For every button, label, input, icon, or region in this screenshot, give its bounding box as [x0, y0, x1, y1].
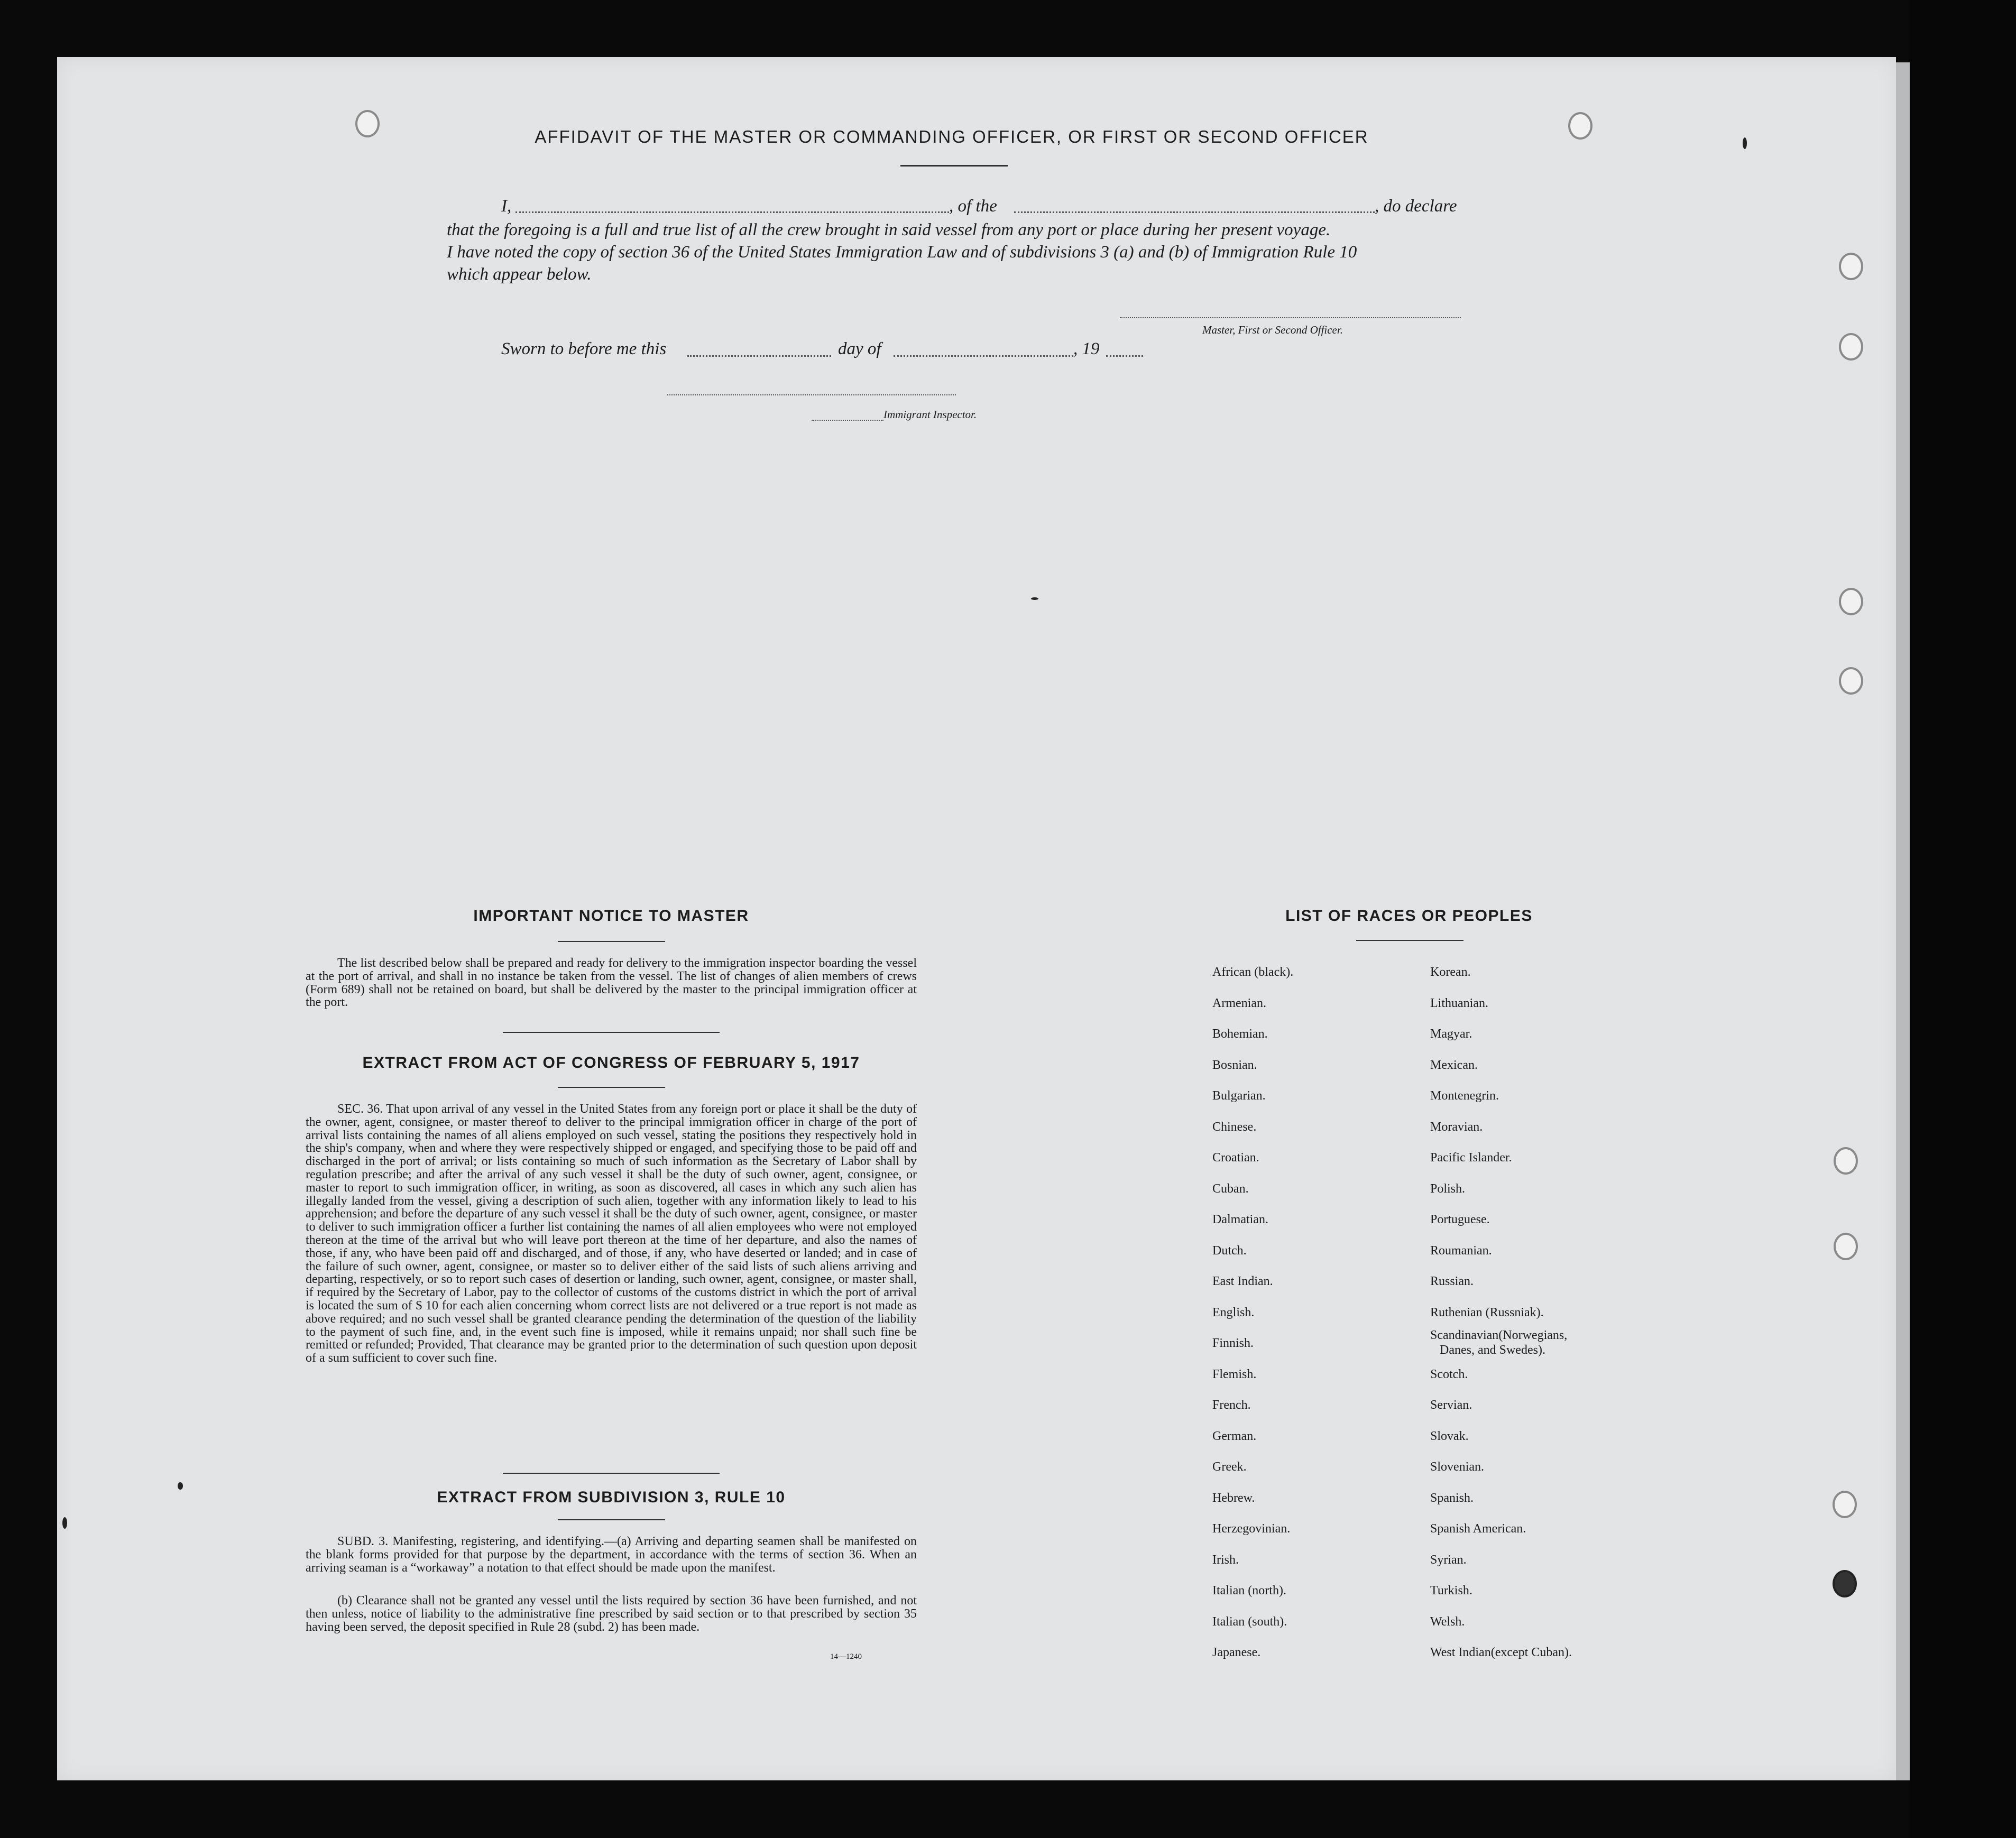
race-item: English.: [1212, 1305, 1255, 1319]
race-item: Italian (south).: [1212, 1614, 1287, 1629]
race-item: Bulgarian.: [1212, 1089, 1266, 1103]
race-item: French.: [1212, 1398, 1251, 1412]
race-item: Flemish.: [1212, 1367, 1257, 1381]
affidavit-line4: which appear below.: [447, 265, 592, 284]
race-item: West Indian(except Cuban).: [1430, 1646, 1572, 1659]
act-heading: EXTRACT FROM ACT OF CONGRESS OF FEBRUARY 5, 1917: [362, 1054, 860, 1072]
sworn-month-field[interactable]: [894, 355, 1073, 357]
race-item: Dalmatian.: [1212, 1213, 1268, 1226]
act-rule: [558, 1087, 665, 1088]
race-item: Croatian.: [1212, 1151, 1259, 1165]
race-item: Syrian.: [1430, 1553, 1467, 1567]
act-divider: [503, 1473, 720, 1474]
race-item: Polish.: [1430, 1181, 1466, 1196]
race-item: Magyar.: [1430, 1027, 1472, 1041]
race-item: Servian.: [1430, 1398, 1472, 1412]
race-item: African (black).: [1212, 965, 1294, 979]
race-item: Russian.: [1430, 1274, 1474, 1288]
title-rule: [900, 165, 1008, 167]
affidavit-i: I,: [501, 197, 512, 216]
act-text: SEC. 36. That upon arrival of any vessel in the United States from any foreign port or place it shall be the duty of the owner, agent, consignee, or master thereof to deliver to the principal immigration officer in charge of the port of arrival lists containing the names of all aliens employed on such vessel, stating the positions they respectively hold in the ship's company, when and where they were respectively shipped or engaged, and specifying those to be paid off and discharged in the port of arrival; or lists containing so much of such information as the Secretary of Labor shall by regulation prescribe; and after the arrival of any such vessel it shall be the duty of such owner, agent, consignee, or master to report to such immigration officer, in writing, as soon as discovered, all cases in which any such alien has illegally landed from the vessel, giving a description of such alien, together with any information likely to lead to his apprehension; and before the departure of any such vessel it shall be the duty of such owner, agent, consignee, or master to deliver to such immigration officer a further list containing the names of all alien employees who were not employed thereon at the time of the arrival but who will leave port thereon at the time of her departure, and also the names of those, if any, who have been paid off and discharged, and of those, if any, who have deserted or landed; and in case of the failure of such owner, agent, consignee, or master so to deliver either of the said lists of such aliens arriving and departing, respectively, or so to report such cases of desertion or landing, such owner, agent, consignee, or master shall, if required by the Secretary of Labor, pay to the collector of customs of the customs district in which the port of arrival is located the sum of $ 10 for each alien concerning whom correct lists are not delivered or a true report is not made as above required; and no such vessel shall be granted clearance pending the determination of the question of the liability to the payment of such fine, and, in the event such fine is imposed, while it remains unpaid; nor shall such fine be remitted or refunded; Provided, That clearance may be granted prior to the determination of such question upon deposit of a sum sufficient to cover such fine.: [306, 1102, 917, 1365]
rule-text-b: (b) Clearance shall not be granted any vessel until the lists required by section 36 have been furnished, and not then unless, notice of liability to the administrative fine prescribed by said section or to that prescribed by section 35 having been served, the deposit specified in Rule 28 (subd. 2) has been made.: [306, 1594, 917, 1634]
sworn-day-field[interactable]: [687, 355, 831, 357]
affidavit-of-the: , of the: [949, 197, 997, 216]
sworn-text: Sworn to before me this: [501, 339, 667, 358]
punch-hole: [1839, 588, 1863, 615]
race-item: Ruthenian (Russniak).: [1430, 1305, 1544, 1319]
race-item: East Indian.: [1212, 1274, 1273, 1288]
scan-background: [1910, 0, 2016, 1838]
race-item: Moravian.: [1430, 1120, 1483, 1134]
page-edge: [1896, 62, 1910, 1780]
race-item: Turkish.: [1430, 1584, 1472, 1597]
punch-hole: [1839, 667, 1863, 695]
notice-divider: [503, 1032, 720, 1033]
race-item: Korean.: [1430, 965, 1471, 979]
speck: [1031, 597, 1038, 600]
affidavit-line2: that the foregoing is a full and true list of all the crew brought in said vessel from any port or place during her present voyage.: [447, 220, 1331, 239]
race-item: Bosnian.: [1212, 1058, 1257, 1072]
race-item: Pacific Islander.: [1430, 1151, 1512, 1165]
race-item: Welsh.: [1430, 1614, 1465, 1629]
race-item: Irish.: [1212, 1553, 1239, 1567]
race-item: Montenegrin.: [1430, 1089, 1499, 1103]
day-of-text: day of: [838, 339, 881, 358]
race-item: Greek.: [1212, 1460, 1247, 1474]
notice-heading: IMPORTANT NOTICE TO MASTER: [473, 907, 749, 925]
rule-text-a: SUBD. 3. Manifesting, registering, and identifying.—(a) Arriving and departing seamen shall be manifested on the blank forms provided for that purpose by the department, in accordance with the terms of section 36. When an arriving seaman is a “workaway” a notation to that effect should be made upon the manifest.: [306, 1535, 917, 1575]
signature-field[interactable]: [1120, 317, 1461, 318]
race-item: Spanish American.: [1430, 1522, 1526, 1536]
race-item: Scotch.: [1430, 1367, 1468, 1381]
race-item: Spanish.: [1430, 1491, 1474, 1505]
speck: [62, 1517, 67, 1529]
races-heading: LIST OF RACES OR PEOPLES: [1285, 907, 1533, 925]
sworn-year-field[interactable]: [1106, 355, 1143, 357]
race-item: Chinese.: [1212, 1120, 1257, 1134]
affidavit-declare: , do declare: [1375, 197, 1457, 216]
notice-rule: [558, 941, 665, 942]
race-item: Slovenian.: [1430, 1460, 1484, 1474]
races-left-column: [1212, 957, 1293, 1668]
name-field[interactable]: [515, 211, 949, 213]
affidavit-line3: I have noted the copy of section 36 of the United States Immigration Law and of subdivisions 3 (a) and (b) of Immigration Rule 10: [447, 243, 1357, 262]
race-item: Dutch.: [1212, 1243, 1247, 1258]
race-item: German.: [1212, 1429, 1257, 1443]
race-item: Italian (north).: [1212, 1584, 1286, 1597]
races-right-column: [1430, 957, 1572, 1668]
inspector-label: Immigrant Inspector.: [883, 408, 977, 421]
punch-hole: [1839, 333, 1863, 361]
year-prefix: , 19: [1073, 339, 1100, 358]
vessel-field[interactable]: [1014, 211, 1375, 213]
affidavit-title: AFFIDAVIT OF THE MASTER OR COMMANDING OFFICER, OR FIRST OR SECOND OFFICER: [535, 127, 1369, 146]
punch-hole: [1833, 1570, 1857, 1597]
race-item: Slovak.: [1430, 1429, 1469, 1443]
race-item: Hebrew.: [1212, 1491, 1255, 1505]
signature-label: Master, First or Second Officer.: [1202, 324, 1343, 336]
race-item: Finnish.: [1212, 1336, 1254, 1350]
inspector-signature-field[interactable]: [667, 394, 956, 395]
race-item: Roumanian.: [1430, 1243, 1492, 1258]
race-item: Portuguese.: [1430, 1213, 1490, 1226]
punch-hole: [1834, 1147, 1858, 1175]
rule-heading: EXTRACT FROM SUBDIVISION 3, RULE 10: [437, 1489, 786, 1506]
race-item: Scandinavian(Norwegians, Danes, and Swedes).: [1430, 1328, 1568, 1357]
race-item: Cuban.: [1212, 1181, 1249, 1196]
race-item: Bohemian.: [1212, 1027, 1268, 1041]
form-number: 14—1240: [830, 1652, 862, 1661]
speck: [178, 1482, 183, 1490]
notice-text: The list described below shall be prepared and ready for delivery to the immigration inspector boarding the vessel at the port of arrival, and shall in no instance be taken from the vessel. The list of changes of alien members of crews (Form 689) shall not be retained on board, but shall be delivered by the master to the principal immigration officer at the port.: [306, 956, 917, 1010]
races-rule: [1356, 940, 1463, 941]
race-item: Mexican.: [1430, 1058, 1478, 1072]
inspector-dots: [812, 420, 883, 421]
rule-rule: [558, 1519, 665, 1520]
race-item: Japanese.: [1212, 1646, 1261, 1659]
race-item: Lithuanian.: [1430, 996, 1488, 1010]
race-item: Armenian.: [1212, 996, 1266, 1010]
race-item: Herzegovinian.: [1212, 1522, 1291, 1536]
punch-hole: [1834, 1233, 1858, 1260]
punch-hole: [1839, 253, 1863, 280]
punch-hole: [1833, 1491, 1857, 1518]
